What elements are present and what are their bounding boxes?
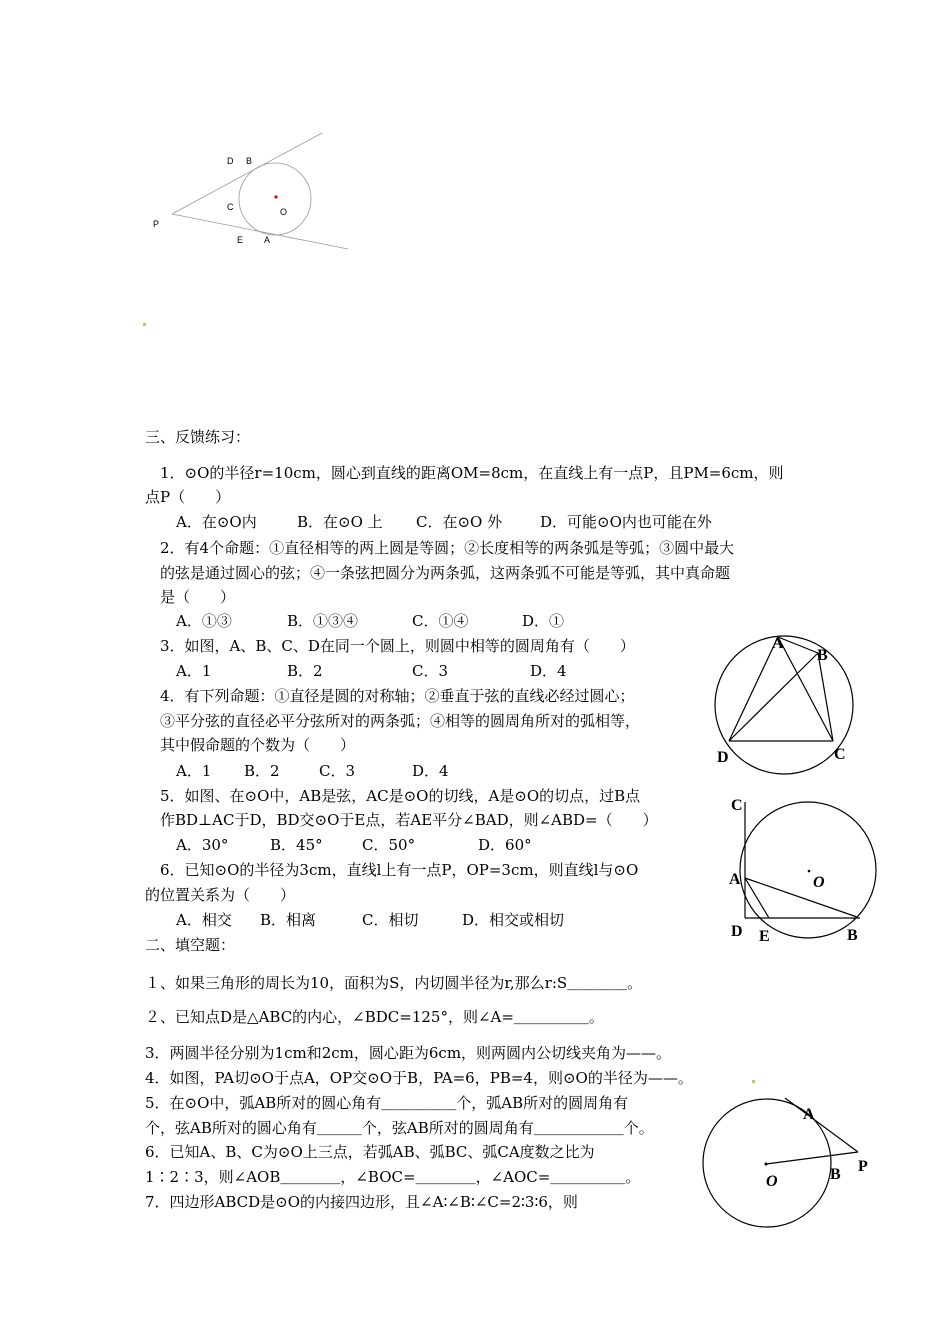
q2-line2: 的弦是通过圆心的弦；④一条弦把圆分为两条弧，这两条弧不可能是等弧，其中真命题 bbox=[160, 564, 731, 582]
q6-option-b: B．相离 bbox=[260, 911, 317, 929]
chord-ae bbox=[745, 878, 769, 918]
q5-option-d: D．60° bbox=[478, 836, 532, 854]
q6-line1: 6．已知⊙O的半径为3cm，直线l上有一点P，OP=3cm，则直线l与⊙O bbox=[160, 861, 639, 879]
label-a: A bbox=[729, 871, 741, 888]
label-d: D bbox=[717, 749, 729, 766]
label-e: E bbox=[759, 928, 770, 945]
q2-option-c: C．①④ bbox=[412, 612, 469, 630]
chord-ad bbox=[729, 637, 778, 741]
label-b: B bbox=[246, 156, 253, 166]
chord-ab bbox=[745, 878, 857, 917]
label-a: A bbox=[803, 1106, 815, 1123]
center-point bbox=[765, 1163, 768, 1166]
q2-option-a: A．①③ bbox=[176, 612, 232, 630]
label-b: B bbox=[830, 1166, 841, 1183]
tangent-figure bbox=[140, 125, 370, 260]
q1-option-d: D．可能⊙O内也可能在外 bbox=[540, 513, 712, 531]
fill-5-line2: 个，弦AB所对的圆心角有＿＿＿个，弦AB所对的圆周角有＿＿＿＿＿＿个。 bbox=[145, 1119, 654, 1137]
fill-1: １、如果三角形的周长为10，面积为S，内切圆半径为r,那么r:S＿＿＿＿。 bbox=[145, 974, 643, 992]
q2-option-d: D．① bbox=[522, 612, 565, 630]
q3-option-b: B．2 bbox=[287, 662, 323, 680]
q4-line3: 其中假命题的个数为（ ） bbox=[160, 736, 356, 754]
cyclic-quadrilateral-figure bbox=[705, 625, 885, 775]
fill-4: 4．如图，PA切⊙O于点A，OP交⊙O于B，PA=6，PB=4，则⊙O的半径为——。 bbox=[145, 1069, 693, 1087]
q4-option-c: C．3 bbox=[319, 762, 356, 780]
q6-option-c: C．相切 bbox=[362, 911, 419, 929]
q5-option-c: C．50° bbox=[362, 836, 416, 854]
fill-6-line1: 6．已知A、B、C为⊙O上三点，若弧AB、弧BC、弧CA度数之比为 bbox=[145, 1143, 595, 1161]
label-b: B bbox=[847, 927, 858, 944]
q4-line1: 4．有下列命题：①直径是圆的对称轴；②垂直于弦的直线必经过圆心； bbox=[160, 687, 635, 705]
q1-option-b: B．在⊙O 上 bbox=[297, 513, 383, 531]
label-a: A bbox=[264, 235, 271, 245]
q1-line2: 点P（ ） bbox=[145, 488, 231, 506]
center-point bbox=[274, 195, 277, 198]
label-o: O bbox=[280, 207, 288, 217]
label-d: D bbox=[227, 156, 234, 166]
segment-op bbox=[766, 1152, 858, 1164]
label-p: P bbox=[858, 1158, 868, 1175]
chord-ab bbox=[778, 637, 818, 653]
q1-option-c: C．在⊙O 外 bbox=[416, 513, 503, 531]
tangent-secant-figure bbox=[700, 1090, 880, 1235]
label-b: B bbox=[817, 647, 828, 664]
tangent-pa bbox=[785, 1098, 858, 1152]
q5-line1: 5．如图、在⊙O中，AB是弦，AC是⊙O的切线，A是⊙O的切点，过B点 bbox=[160, 787, 641, 805]
label-e: E bbox=[237, 235, 244, 245]
q5-option-b: B．45° bbox=[270, 836, 323, 854]
q3-option-c: C．3 bbox=[412, 662, 449, 680]
tangent-line-upper bbox=[172, 133, 322, 214]
q4-option-d: D．4 bbox=[412, 762, 449, 780]
q3-option-a: A．1 bbox=[176, 662, 212, 680]
q2-line1: 2．有4个命题：①直径相等的两上圆是等圆；②长度相等的两条弧是等弧；③圆中最大 bbox=[160, 539, 735, 557]
label-c: C bbox=[227, 202, 234, 212]
q5-option-a: A．30° bbox=[176, 836, 229, 854]
label-c: C bbox=[834, 746, 846, 763]
section2-title: 二、填空题： bbox=[145, 936, 236, 954]
q1-line1: 1．⊙O的半径r=10cm，圆心到直线的距离OM=8cm，在直线上有一点P，且PM=6cm，则 bbox=[160, 464, 784, 482]
q3-line1: 3．如图，A、B、C、D在同一个圆上，则圆中相等的圆周角有（ ） bbox=[160, 637, 635, 655]
fill-6-line2: 1∶2∶3，则∠AOB＿＿＿＿，∠BOC=＿＿＿＿，∠AOC=＿＿＿＿＿。 bbox=[145, 1168, 641, 1186]
fill-7: 7．四边形ABCD是⊙O的内接四边形，且∠A∶∠B∶∠C=2∶3∶6，则 bbox=[145, 1193, 578, 1211]
q6-option-d: D．相交或相切 bbox=[462, 911, 565, 929]
q4-option-a: A．1 bbox=[176, 762, 212, 780]
label-a: A bbox=[772, 635, 784, 652]
tangent-chord-figure bbox=[725, 790, 885, 950]
circle-o bbox=[239, 163, 311, 235]
chord-bd bbox=[729, 653, 818, 741]
q5-line2: 作BD⊥AC于D，BD交⊙O于E点，若AE平分∠BAD，则∠ABD=（ ） bbox=[160, 811, 658, 829]
center-point bbox=[808, 870, 811, 873]
section3-title: 三、反馈练习： bbox=[145, 428, 251, 446]
q2-option-b: B．①③④ bbox=[287, 612, 359, 630]
fill-5-line1: 5．在⊙O中，弧AB所对的圆心角有＿＿＿＿＿个，弧AB所对的圆周角有 bbox=[145, 1094, 629, 1112]
fill-3: 3．两圆半径分别为1cm和2cm，圆心距为6cm，则两圆内公切线夹角为——。 bbox=[145, 1044, 672, 1062]
label-o: O bbox=[813, 874, 825, 891]
q1-option-a: A．在⊙O内 bbox=[176, 513, 257, 531]
speck bbox=[143, 323, 146, 326]
fill-2: ２、已知点D是△ABC的内心，∠BDC=125°，则∠A=＿＿＿＿＿。 bbox=[145, 1008, 604, 1026]
label-p: P bbox=[153, 219, 160, 229]
q4-line2: ③平分弦的直径必平分弦所对的两条弧；④相等的圆周角所对的弧相等， bbox=[160, 712, 641, 730]
q6-line2: 的位置关系为（ ） bbox=[145, 886, 296, 904]
q4-option-b: B．2 bbox=[244, 762, 280, 780]
label-o: O bbox=[766, 1173, 778, 1190]
circle bbox=[715, 636, 853, 774]
q3-option-d: D．4 bbox=[530, 662, 567, 680]
speck bbox=[752, 1080, 755, 1083]
q6-option-a: A．相交 bbox=[176, 911, 232, 929]
q2-line3: 是（ ） bbox=[160, 588, 236, 606]
label-c: C bbox=[731, 797, 743, 814]
label-d: D bbox=[731, 923, 743, 940]
